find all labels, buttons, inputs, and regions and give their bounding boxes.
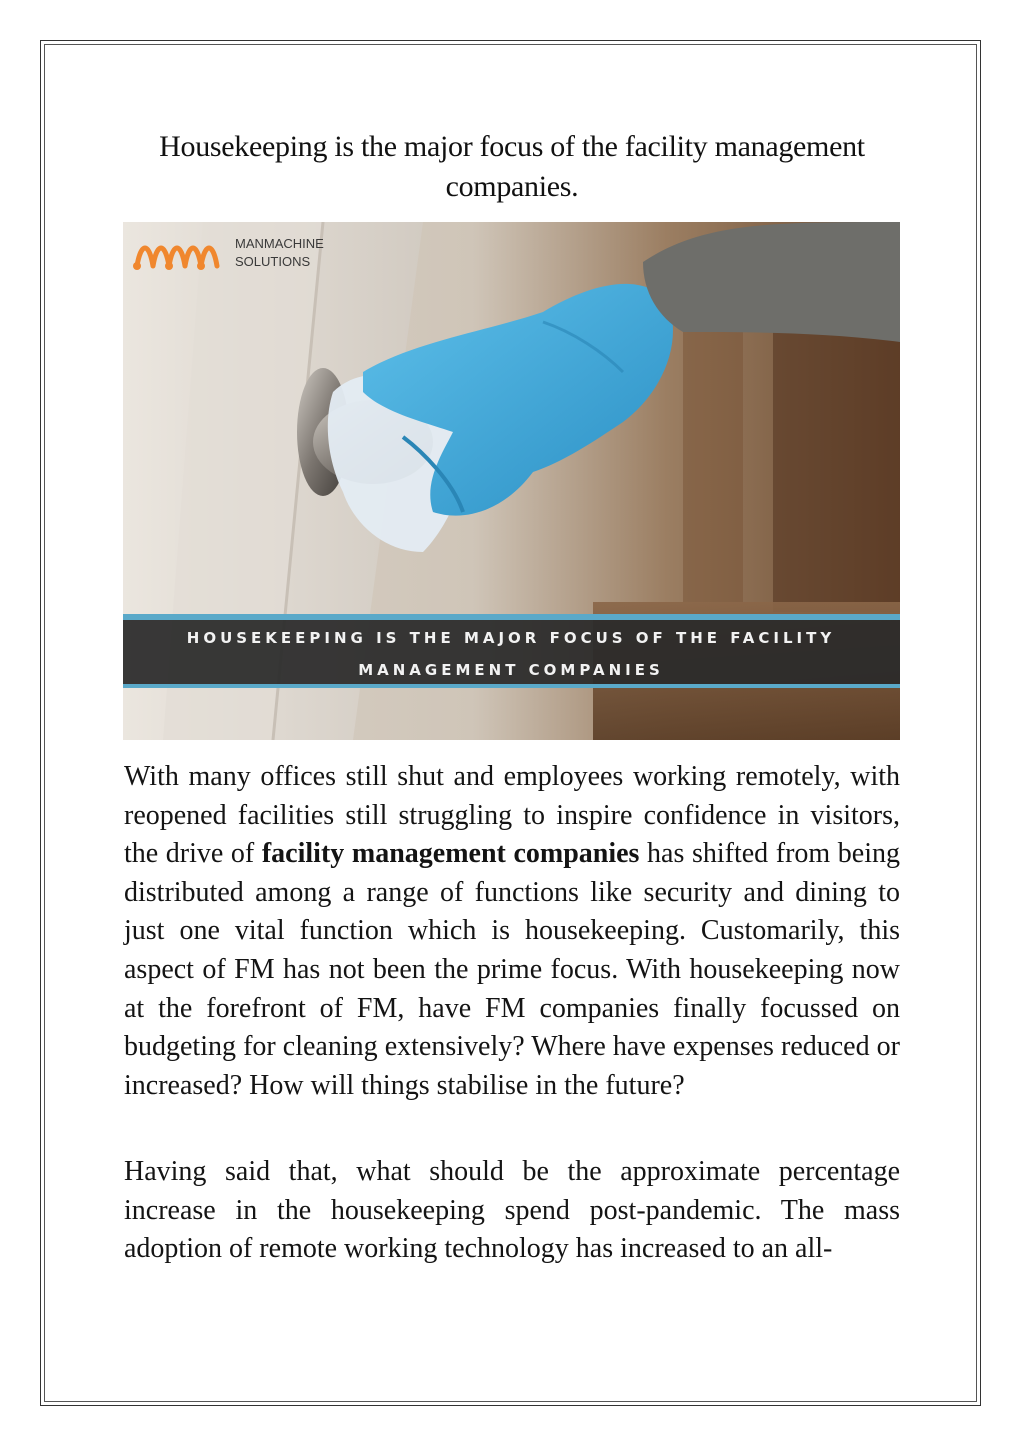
banner-stripe-top [123, 614, 900, 620]
document-title: Housekeeping is the major focus of the facility management companies. [159, 130, 865, 203]
banner-stripe-bottom [123, 684, 900, 688]
logo-text-line1: MANMACHINE [235, 236, 324, 251]
facility-management-link-text: facility management companies [261, 838, 640, 870]
paragraph-1 [124, 758, 900, 1105]
paragraph-1-intro: With many offices still shut and employees working remotely, with reopened facilities still struggling to inspire confidence in visitors, the drive of [124, 761, 900, 870]
hero-image [123, 222, 900, 740]
paragraph-1-rest: has shifted from being distributed among a range of functions like security and dining to just one vital function which is housekeeping. Customarily, this aspect of FM has not been the prime focus. With housekeeping now at the forefront of FM, have FM companies finally focussed on budgeting for cleaning extensively? Where have expenses reduced or increased? How will things stabilise in the future? [124, 838, 901, 1101]
logo-text-line2: SOLUTIONS [235, 254, 311, 269]
paragraph-2: Having said that, what should be the approximate percentage increase in the housekeeping spend post-pandemic. The mass adoption of remote working technology has increased to an all- [124, 1156, 900, 1265]
banner-text-line1: HOUSEKEEPING IS THE MAJOR FOCUS OF THE FACILITY [186, 629, 836, 647]
banner-text-line2: MANAGEMENT COMPANIES [358, 661, 664, 679]
